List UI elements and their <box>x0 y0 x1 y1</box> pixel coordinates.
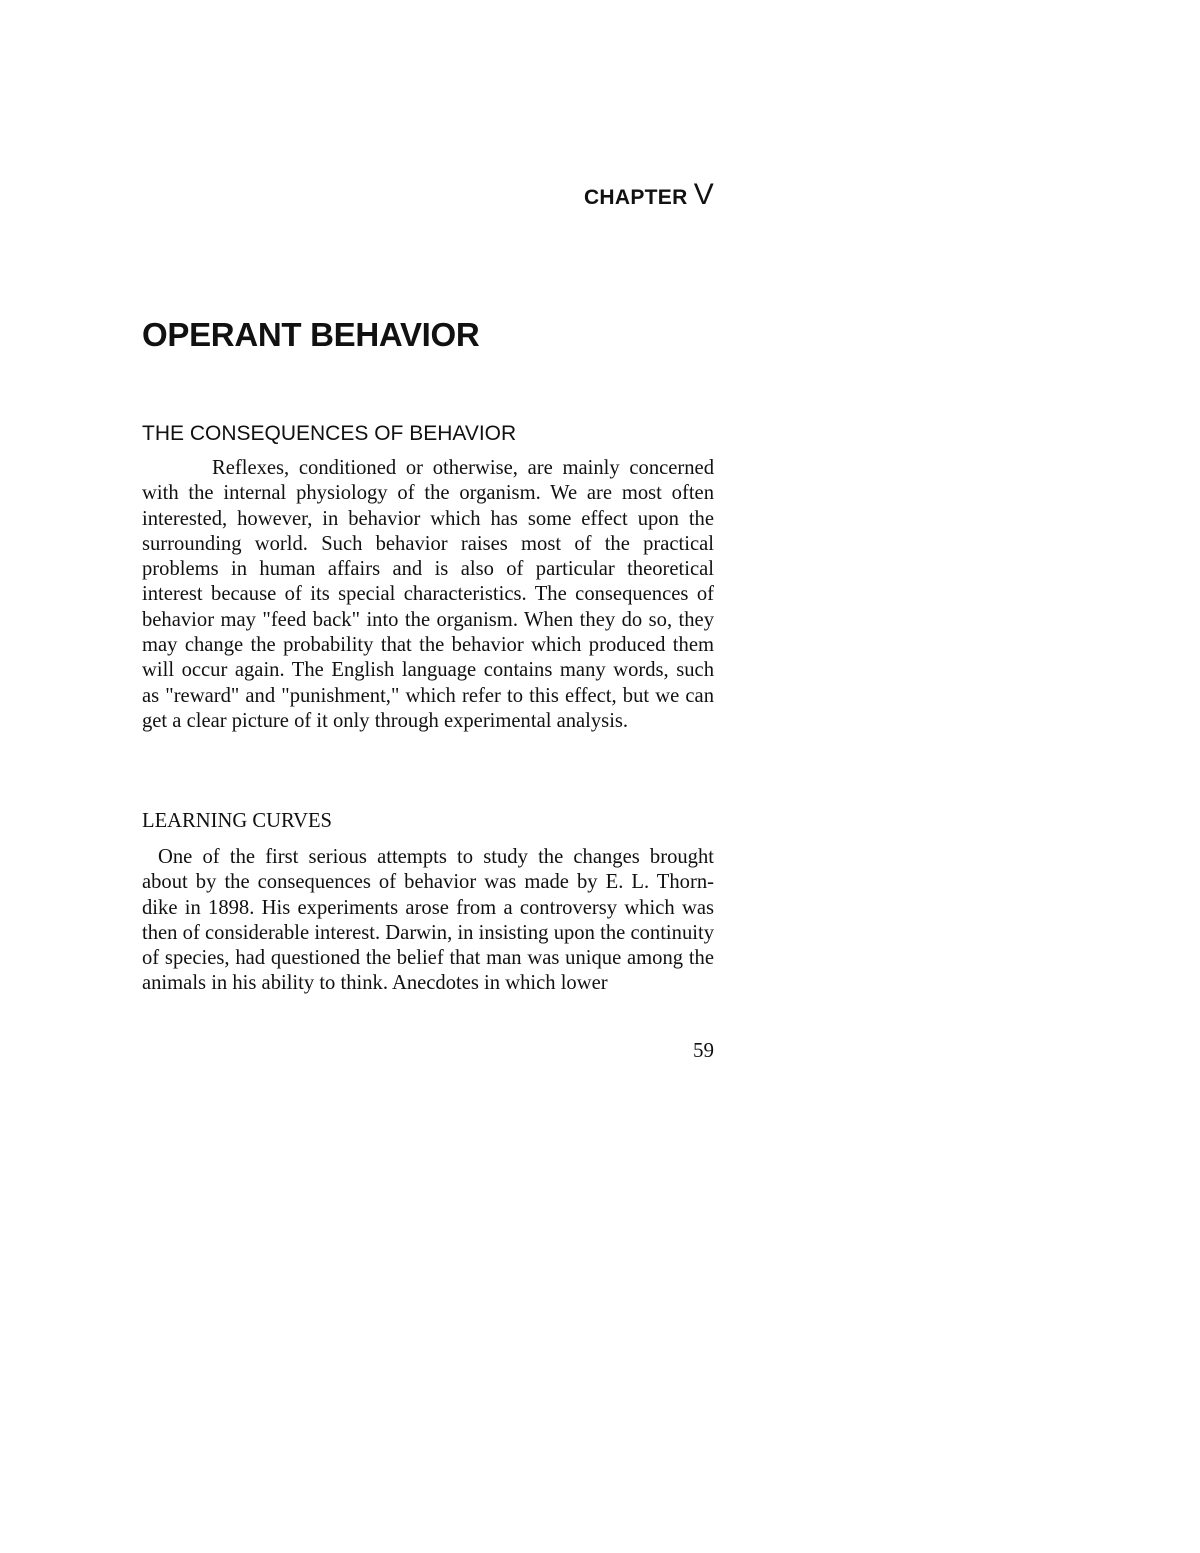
section-heading-consequences: THE CONSEQUENCES OF BEHAVIOR <box>142 422 517 445</box>
chapter-label <box>142 178 714 212</box>
section-heading-learning-curves: LEARNING CURVES <box>142 810 332 832</box>
page-number: 59 <box>693 1038 714 1062</box>
paragraph-learning-curves: One of the first serious attempts to study the changes brought about by the consequences of behavior was made by E. L. Thorn-dike in 1898. His experiments arose from a controversy which was then of considerable interest. Darwin, in insisting upon the continuity of species, had questioned the belief that man was unique among the animals in his ability to think. Anecdotes in which lower <box>142 846 714 995</box>
chapter-numeral: V <box>693 178 714 211</box>
chapter-title: OPERANT BEHAVIOR <box>142 316 480 353</box>
paragraph-consequences: Reflexes, conditioned or otherwise, are mainly concerned with the internal physiology of the organism. We are most often interested, however, in behavior which has some effect upon the surrounding world. Such behavior raises most of the practical problems in human affairs and is also of particular theoretical interest because of its special characteristics. The consequences of behavior may "feed back" into the organism. When they do so, they may change the probability that the behavior which produced them will occur again. The English language contains many words, such as "reward" and "punishment," which refer to this effect, but we can get a clear picture of it only through experimental analysis. <box>142 457 714 732</box>
chapter-word: CHAPTER <box>583 186 688 209</box>
